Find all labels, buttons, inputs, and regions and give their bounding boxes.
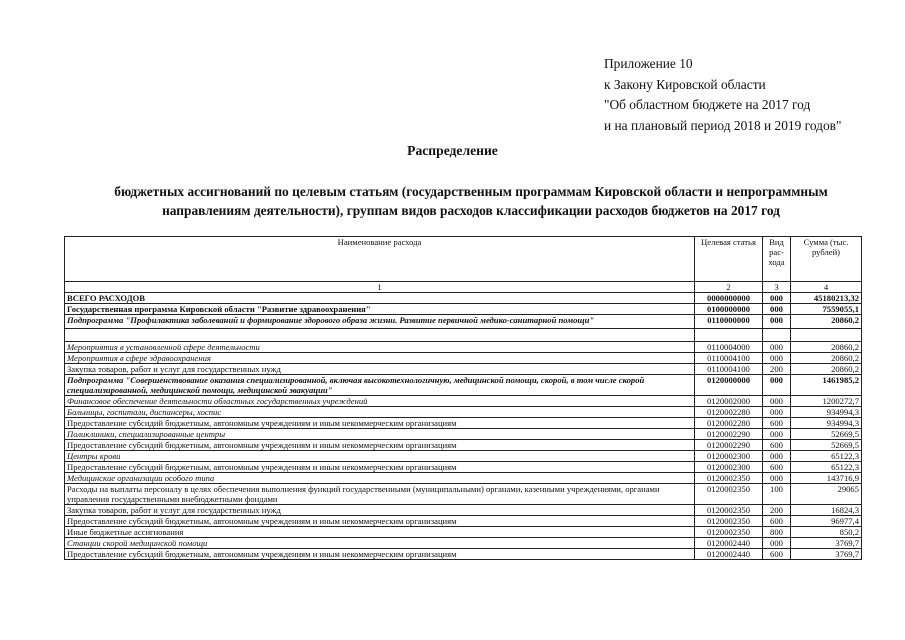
- row-sum-cell: 850,2: [791, 527, 862, 538]
- table-row: [65, 462, 862, 473]
- row-name-cell: Больницы, госпитали, диспансеры, хоспис: [65, 407, 695, 418]
- row-sum-cell: 3769,7: [791, 538, 862, 549]
- appendix-line: Приложение 10: [604, 56, 693, 71]
- table-row: [65, 516, 862, 527]
- row-sum-cell: 20860,2: [791, 342, 862, 353]
- budget-table: [64, 236, 862, 560]
- row-code-cell: 0110004100: [695, 364, 763, 375]
- row-sum-cell: 16824,3: [791, 505, 862, 516]
- row-type-cell: 600: [763, 516, 791, 527]
- row-code-cell: 0120002350: [695, 527, 763, 538]
- table-row: [65, 549, 862, 560]
- row-name-cell: Закупка товаров, работ и услуг для государственных нужд: [65, 505, 695, 516]
- row-code-cell: 0120002290: [695, 429, 763, 440]
- spacer-cell: [695, 329, 763, 342]
- row-sum-cell: 29065: [791, 484, 862, 505]
- column-header-sum: Сумма (тыс. рублей): [791, 237, 862, 282]
- row-sum-cell: 20860,2: [791, 364, 862, 375]
- row-sum-cell: 45180213,32: [791, 293, 862, 304]
- table-row: [65, 451, 862, 462]
- row-sum-cell: 143716,9: [791, 473, 862, 484]
- row-sum-cell: 52669,5: [791, 429, 862, 440]
- table-body: [65, 293, 862, 560]
- table-row: [65, 304, 862, 315]
- column-header-name: Наименование расхода: [65, 237, 695, 282]
- table-row: [65, 484, 862, 505]
- row-code-cell: 0110000000: [695, 315, 763, 329]
- row-type-cell: 200: [763, 505, 791, 516]
- row-name-cell: Подпрограмма "Профилактика заболеваний и формирование здорового образа жизни. Развитие первичной медико-санитарной помощи": [65, 315, 695, 329]
- row-type-cell: 000: [763, 353, 791, 364]
- table-row: [65, 353, 862, 364]
- row-name-cell: Предоставление субсидий бюджетным, автономным учреждениям и иным некоммерческим организациям: [65, 440, 695, 451]
- row-type-cell: 200: [763, 364, 791, 375]
- table-row: [65, 527, 862, 538]
- row-name-cell: Предоставление субсидий бюджетным, автономным учреждениям и иным некоммерческим организациям: [65, 516, 695, 527]
- row-code-cell: 0120002440: [695, 538, 763, 549]
- row-type-cell: 000: [763, 396, 791, 407]
- column-header-code: Целевая статья: [695, 237, 763, 282]
- row-code-cell: 0120002280: [695, 418, 763, 429]
- row-sum-cell: 96977,4: [791, 516, 862, 527]
- row-name-cell: ВСЕГО РАСХОДОВ: [65, 293, 695, 304]
- spacer-cell: [791, 329, 862, 342]
- spacer-cell: [763, 329, 791, 342]
- row-name-cell: Предоставление субсидий бюджетным, автономным учреждениям и иным некоммерческим организациям: [65, 462, 695, 473]
- row-name-cell: Расходы на выплаты персоналу в целях обеспечения выполнения функций государственными (муниципальными) органами, казенными учреждениями, органами управления государственными внебюджетными фондами: [65, 484, 695, 505]
- appendix-line: к Закону Кировской области: [604, 76, 766, 92]
- row-sum-cell: 934994,3: [791, 407, 862, 418]
- row-name-cell: Поликлиники, специализированные центры: [65, 429, 695, 440]
- row-sum-cell: 20860,2: [791, 315, 862, 329]
- row-sum-cell: 1461985,2: [791, 375, 862, 396]
- row-type-cell: 000: [763, 407, 791, 418]
- row-type-cell: 000: [763, 304, 791, 315]
- row-code-cell: 0120002350: [695, 505, 763, 516]
- row-name-cell: Мероприятия в установленной сфере деятельности: [65, 342, 695, 353]
- table-row: [65, 396, 862, 407]
- row-code-cell: 0120002440: [695, 549, 763, 560]
- table-row: [65, 293, 862, 304]
- row-name-cell: Государственная программа Кировской области "Развитие здравоохранения": [65, 304, 695, 315]
- row-sum-cell: 52669,5: [791, 440, 862, 451]
- table-row: [65, 538, 862, 549]
- table-row: [65, 375, 862, 396]
- appendix-line: и на плановый период 2018 и 2019 годов": [604, 117, 842, 133]
- document-title: Распределение: [407, 143, 498, 158]
- row-sum-cell: 1200272,7: [791, 396, 862, 407]
- row-name-cell: Мероприятия в сфере здравоохранения: [65, 353, 695, 364]
- row-type-cell: 600: [763, 462, 791, 473]
- row-code-cell: 0110004100: [695, 353, 763, 364]
- row-sum-cell: 3769,7: [791, 549, 862, 560]
- row-name-cell: Финансовое обеспечение деятельности областных государственных учреждений: [65, 396, 695, 407]
- column-number: 3: [763, 282, 791, 293]
- table-row: [65, 440, 862, 451]
- row-name-cell: Закупка товаров, работ и услуг для государственных нужд: [65, 364, 695, 375]
- row-name-cell: Предоставление субсидий бюджетным, автономным учреждениям и иным некоммерческим организациям: [65, 418, 695, 429]
- appendix-line: "Об областном бюджете на 2017 год: [604, 97, 811, 112]
- table-row: [65, 364, 862, 375]
- table-row: [65, 429, 862, 440]
- row-type-cell: 000: [763, 342, 791, 353]
- row-name-cell: Подпрограмма "Совершенствование оказания специализированной, включая высокотехнологичную, медицинской помощи, скорой, в том числе скорой специализированной, медицинской помощи, медицинской эвакуации": [65, 375, 695, 396]
- column-number: 2: [695, 282, 763, 293]
- row-code-cell: 0120002300: [695, 451, 763, 462]
- row-type-cell: 000: [763, 538, 791, 549]
- table-row: [65, 473, 862, 484]
- table-header-row: [65, 237, 862, 282]
- row-sum-cell: 934994,3: [791, 418, 862, 429]
- row-name-cell: Станции скорой медицинской помощи: [65, 538, 695, 549]
- row-name-cell: Предоставление субсидий бюджетным, автономным учреждениям и иным некоммерческим организациям: [65, 549, 695, 560]
- row-sum-cell: 65122,3: [791, 451, 862, 462]
- row-code-cell: 0000000000: [695, 293, 763, 304]
- column-number: 1: [65, 282, 695, 293]
- table-row: [65, 342, 862, 353]
- table-row: [65, 315, 862, 329]
- row-code-cell: 0120000000: [695, 375, 763, 396]
- appendix-note: [604, 54, 841, 136]
- row-code-cell: 0120002000: [695, 396, 763, 407]
- row-type-cell: 000: [763, 451, 791, 462]
- column-number-row: [65, 282, 862, 293]
- document-subtitle: бюджетных ассигнований по целевым статьям (государственным программам Кировской области и непрограммным направлениям деятельности), группам видов расходов классификации расходов бюджетов на 2017 год: [114, 184, 828, 218]
- row-code-cell: 0120002280: [695, 407, 763, 418]
- table-spacer-row: [65, 329, 862, 342]
- row-code-cell: 0120002350: [695, 516, 763, 527]
- row-type-cell: 800: [763, 527, 791, 538]
- column-header-type: Вид рас-хода: [763, 237, 791, 282]
- row-type-cell: 600: [763, 418, 791, 429]
- row-code-cell: 0120002300: [695, 462, 763, 473]
- row-code-cell: 0120002350: [695, 484, 763, 505]
- table-row: [65, 418, 862, 429]
- row-type-cell: 000: [763, 429, 791, 440]
- row-sum-cell: 20860,2: [791, 353, 862, 364]
- row-type-cell: 000: [763, 315, 791, 329]
- row-name-cell: Центры крови: [65, 451, 695, 462]
- spacer-cell: [65, 329, 695, 342]
- table-row: [65, 407, 862, 418]
- row-type-cell: 100: [763, 484, 791, 505]
- row-code-cell: 0120002350: [695, 473, 763, 484]
- row-sum-cell: 7559055,1: [791, 304, 862, 315]
- row-type-cell: 000: [763, 473, 791, 484]
- row-type-cell: 600: [763, 440, 791, 451]
- row-type-cell: 000: [763, 293, 791, 304]
- row-type-cell: 000: [763, 375, 791, 396]
- table-row: [65, 505, 862, 516]
- row-code-cell: 0120002290: [695, 440, 763, 451]
- row-name-cell: Иные бюджетные ассигнования: [65, 527, 695, 538]
- row-code-cell: 0100000000: [695, 304, 763, 315]
- row-name-cell: Медицинские организации особого типа: [65, 473, 695, 484]
- column-number: 4: [791, 282, 862, 293]
- row-code-cell: 0110004000: [695, 342, 763, 353]
- row-type-cell: 600: [763, 549, 791, 560]
- row-sum-cell: 65122,3: [791, 462, 862, 473]
